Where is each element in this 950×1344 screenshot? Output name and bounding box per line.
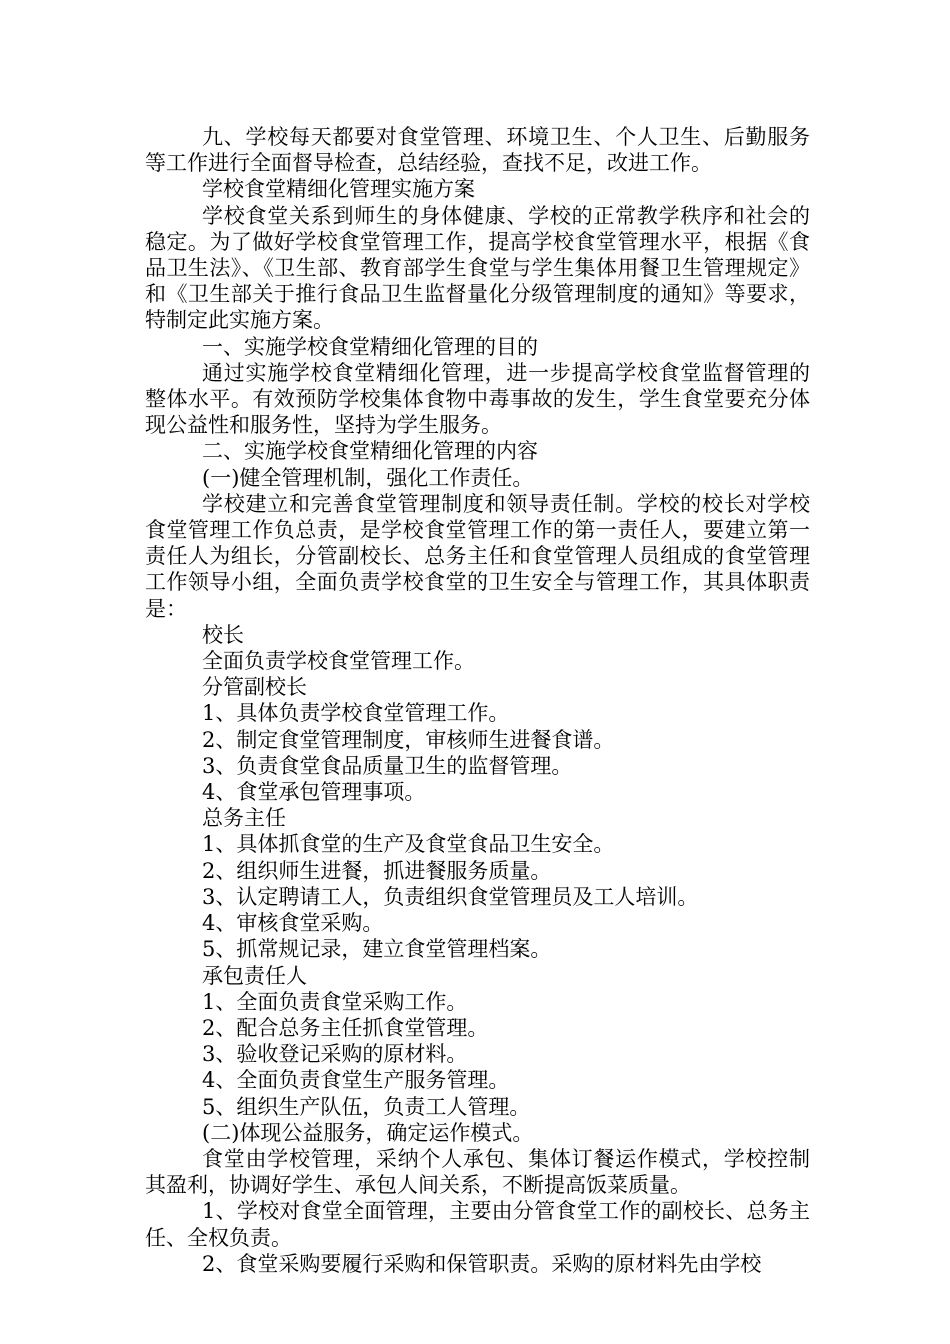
list-item: 5、抓常规记录，建立食堂管理档案。: [202, 937, 552, 962]
section-heading: 一、实施学校食堂精细化管理的目的: [202, 334, 538, 359]
paragraph: 食堂由学校管理，采纳个人承包、集体订餐运作模式，学校控制其盈利，协调好学生、承包人间关系，不断提高饭菜质量。: [145, 1146, 810, 1198]
paragraph: 2、食堂采购要履行采购和保管职责。采购的原材料先由学校: [202, 1251, 762, 1276]
list-item: 4、审核食堂采购。: [202, 911, 384, 936]
list-item: 3、验收登记采购的原材料。: [202, 1042, 468, 1067]
paragraph: 学校食堂关系到师生的身体健康、学校的正常教学秩序和社会的稳定。为了做好学校食堂管理工作，提高学校食堂管理水平，根据《食品卫生法》、《卫生部、教育部学生食堂与学生集体用餐卫生管理规定》和《卫生部关于推行食品卫生监督量化分级管理制度的通知》等要求，特制定此实施方案。: [145, 203, 810, 333]
role-heading: 承包责任人: [202, 963, 307, 988]
role-heading: 分管副校长: [202, 675, 307, 700]
list-item: 3、负责食堂食品质量卫生的监督管理。: [202, 753, 573, 778]
list-item: 3、认定聘请工人，负责组织食堂管理员及工人培训。: [202, 884, 699, 909]
role-heading: 总务主任: [202, 806, 286, 831]
list-item: 2、配合总务主任抓食堂管理。: [202, 1015, 489, 1040]
document-title: 学校食堂精细化管理实施方案: [202, 177, 475, 202]
list-item: 1、具体负责学校食堂管理工作。: [202, 701, 510, 726]
list-item: 全面负责学校食堂管理工作。: [202, 649, 475, 674]
paragraph: 九、学校每天都要对食堂管理、环境卫生、个人卫生、后勤服务等工作进行全面督导检查，总结经验，查找不足，改进工作。: [145, 125, 810, 176]
list-item: 4、食堂承包管理事项。: [202, 780, 426, 805]
subsection-heading: (二)体现公益服务，确定运作模式。: [202, 1120, 534, 1145]
list-item: 4、全面负责食堂生产服务管理。: [202, 1068, 510, 1093]
paragraph: 1、学校对食堂全面管理，主要由分管食堂工作的副校长、总务主任、全权负责。: [145, 1199, 810, 1250]
list-item: 1、全面负责食堂采购工作。: [202, 989, 468, 1014]
list-item: 2、制定食堂管理制度，审核师生进餐食谱。: [202, 727, 615, 752]
subsection-heading: (一)健全管理机制，强化工作责任。: [202, 465, 534, 490]
section-heading: 二、实施学校食堂精细化管理的内容: [202, 439, 538, 464]
paragraph: 通过实施学校食堂精细化管理，进一步提高学校食堂监督管理的整体水平。有效预防学校集体食物中毒事故的发生，学生食堂要充分体现公益性和服务性，坚持为学生服务。: [145, 360, 810, 438]
document-body: [145, 124, 810, 1277]
role-heading: 校长: [202, 622, 244, 647]
list-item: 5、组织生产队伍，负责工人管理。: [202, 1094, 531, 1119]
list-item: 2、组织师生进餐，抓进餐服务质量。: [202, 858, 552, 883]
paragraph: 学校建立和完善食堂管理制度和领导责任制。学校的校长对学校食堂管理工作负总责，是学校食堂管理工作的第一责任人，要建立第一责任人为组长，分管副校长、总务主任和食堂管理人员组成的食堂管理工作领导小组，全面负责学校食堂的卫生安全与管理工作，其具体职责是：: [145, 491, 810, 621]
list-item: 1、具体抓食堂的生产及食堂食品卫生安全。: [202, 832, 615, 857]
